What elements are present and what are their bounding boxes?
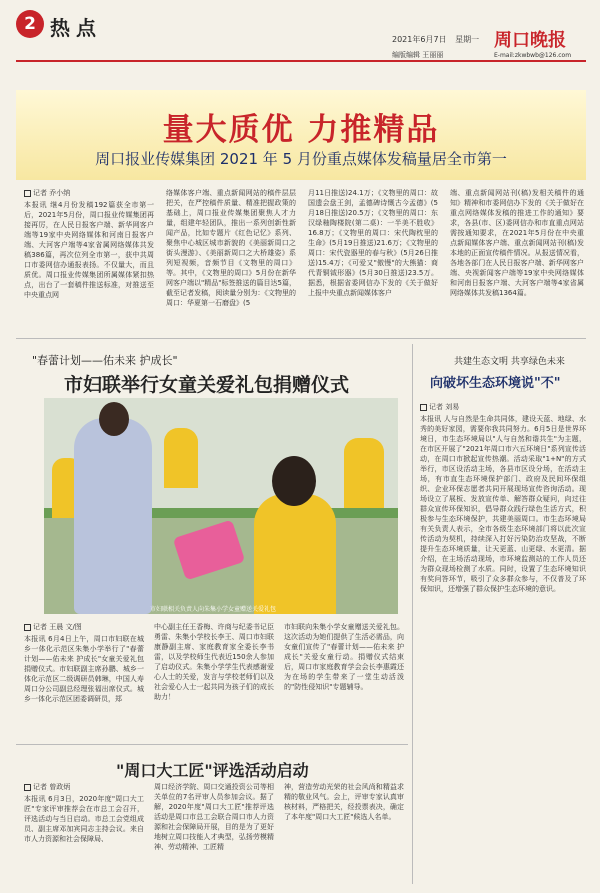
byline-box-icon (420, 404, 427, 411)
story3-headline: "周口大工匠"评选活动启动 (116, 761, 309, 780)
story2-byline: 记者 王晨 文/图 (24, 622, 82, 632)
photo-girl-head (272, 456, 316, 506)
lead-banner (16, 90, 586, 180)
contact-email: E-mail:zkwbwb@126.com (494, 52, 572, 59)
lead-byline: 记者 乔小纳 (24, 188, 70, 198)
lead-column: 本报讯 继4月份发稿192篇获全市第一后，2021年5月份，周口报业传媒集团再接再厉，在人民日报客户端、新华网客户端等19家中央网络媒体和河南日报客户端、大河客户端等4家省属网络媒体共发稿386篇，再次位列全市第一，获中共周口市委网信办通报表扬。不仅量大，而且质优。周口报业传媒集团所属媒体紧扣热点，出台了一套稿件推送标准，对推送至中央重点网 (24, 201, 154, 299)
lead-column: 月11日推送)24.1万；《文物里的周口：故国遗会盘王剑，孟德碑诗慨古今孟德》(5月18日推送)20.5万；《文物里的周口：东汉绿釉陶楼院(第二桌)：一半美不胜收》16.8万；《文物里的周口：宋代陶枕里的生命》(5月19日推送)21.6万；《文物里的周口：宋代瓷器里的春与秋》(5月26日推送)15.4万；《可爱又"傲慢"的大熊猫：商代青铜钺形器》(5月30日推送)23.5万。据悉，根据省委网信办下发的《关于做好上报中央重点新闻媒体客户 (308, 189, 438, 297)
lead-subheadline: 周口报业传媒集团 2021 年 5 月份重点媒体发稿量居全市第一 (95, 150, 507, 168)
column-divider (412, 344, 413, 884)
section-title: 热点 (50, 16, 102, 40)
story4-headline: 向破坏生态环境说"不" (430, 376, 561, 391)
story2-column: 本报讯 6月4日上午，周口市妇联在城乡一体化示范区朱集小学举行了"春蕾计划——佑未来 护成长"女童关爱礼包捐赠仪式。市妇联副主席孙鹏、城乡一体化示范区二级调研员韩琳，中国人寿周口分公司副总经理张福出席仪式。城乡一体化示范区团委调研员，郑 (24, 635, 144, 703)
lead-headline: 量大质优 力推精品 (162, 112, 440, 148)
weekday: 星期一 (455, 35, 480, 44)
header-rule (16, 60, 586, 62)
byline-box-icon (24, 190, 31, 197)
section-divider (16, 744, 408, 745)
section-divider (16, 338, 586, 339)
story2-column: 市妇联向朱集小学女童赠送关爱礼包。这次活动为她们提供了生活必需品，向女童们宣传了"春蕾计划——佑未来 护成长"关爱女童行动。捐赠仪式结束后，周口市家庭教育学会会长李惠霞还为在场的学生带来了一堂生动活泼的"防性侵知识"专题辅导。 (284, 623, 404, 691)
photo-child (164, 428, 198, 488)
date: 2021年6月7日 (392, 35, 447, 44)
byline-box-icon (24, 624, 31, 631)
photo-girl (254, 494, 336, 614)
photo-woman-head (99, 402, 129, 436)
issue-date (392, 34, 485, 45)
story3-column: 神，营造劳动光荣的社会风尚和精益求精的敬业风气。会上，评审专家认真审核材料，严格把关，经投票表决，确定了本年度"周口大工匠"候选人名单。 (284, 783, 404, 821)
story2-kicker: "春蕾计划——佑未来 护成长" (32, 354, 178, 367)
byline-box-icon (24, 784, 31, 791)
photo-woman (74, 418, 152, 614)
event-photo (44, 398, 398, 614)
story4-byline: 记者 刘易 (420, 402, 459, 412)
page-header (0, 0, 600, 62)
lead-column: 络媒体客户端、重点新闻网站的稿件层层把关，在严控稿件质量、精准把握政策的基础上，周口报业传媒集团聚焦人才力量，组建年轻团队，推出一系列创新性新闻产品，比如专题片《红色记忆》系列、聚焦中心城区城市新貌的《美丽新周口之街头漫游》、《美丽新周口之大桥雄姿》系列短视频，音频节目《文物里的周口》等。其中，《文物里的周口》5月份在新华网客户端以"精品"标签推送的篇目达5篇，截至记者发稿，阅读量分别为：《文物里的周口：华夏第一石磨盘》(5 (166, 189, 296, 307)
story3-byline: 记者 曾政炳 (24, 782, 70, 792)
story3-column: 周口经济学院、周口交通投资公司等相关单位的7名评审人员参加会议。据了解，2020年度"周口大工匠"推荐评选活动是周口市总工会联合周口市人力资源和社会保障局开展，目的是为了更好地树立周口技能人才典型，弘扬劳模精神、劳动精神、工匠精 (154, 783, 274, 851)
story3-column: 本报讯 6月3日，2020年度"周口大工匠"专家评审推荐会在市总工会召开，评选活动与当日启动。市总工会党组成员、副主席邓加宾同志主持会议。来自市人力资源和社会保障局、 (24, 795, 144, 843)
page-number-badge: 2 (16, 10, 44, 38)
story2-headline: 市妇联举行女童关爱礼包捐赠仪式 (64, 374, 350, 396)
story2-column: 中心副主任王香梅、许商与纪委书记臣勇雷、朱集小学校长李王、周口市妇联康静副主席、家庭教育家全委长李书雷，以及学校师生代表近150余人参加了启动仪式。朱集小学学生代表感谢爱心人士的关爱，发言与学校老师们以及社会爱心人士一起共同为孩子们的成长助力！ (154, 623, 274, 701)
lead-column: 端、重点新闻网站刊(稿)发相关稿件的通知》精神和市委网信办下发的《关于做好在重点网络媒体发稿的推进工作的通知》要求，各县(市、区)委网信办和市直重点网站需按通知要求，在2021年5月份在中央重点新闻媒体客户端、重点新闻网站刊(稿)发本地的正面宣传稿件情况。从报送情况看，各地各部门在人民日报客户端、新华网客户端、央视新闻客户端等19家中央网络媒体和河南日报客户端、大河客户端等4家省属网络媒体共发稿1364篇。 (450, 189, 584, 297)
story4-kicker: 共建生态文明 共享绿色未来 (454, 357, 565, 367)
editor-credit: 编版编辑 王丽丽 (392, 51, 444, 59)
masthead-logo: 周口晚报 (494, 30, 566, 51)
photo-child (344, 438, 384, 508)
photo-caption: 市妇联相关负责人向朱集小学女童赠送关爱礼包 (150, 606, 277, 613)
story4-column: 本报讯 人与自然是生命共同体，建设天蓝、地绿、水秀的美好家园，需要你我共同努力。6月5日是世界环境日，市生态环境局以"人与自然和谐共生"为主题，在市区开展了"2021年周口市六五环境日"系列宣传活动，在周口市掀起宣传热潮。活动采取"1+N"的方式举行，市区设活动主场，各县市区设分场，在活动主场，有市直生态环境保护部门、政府及民间环保组织、企业环保志愿者共同开展现场宣传咨询活动。现场设立了展板、发放宣传单、解答群众疑问，向过往群众宣传环保知识，倡导群众践行绿色生活方式，积极参与生态环境保护，共建美丽周口。市生态环境局有关负责人表示，全市各级生态环境部门将以此次宣传活动为契机，持续深入打好污染防治攻坚战，不断提升生态环境质量，让天更蓝、山更绿、水更清。据介绍，在主场活动现场，市环境监测站的工作人员还为群众现场检测了水质。同时，设置了生态环境知识有奖问答环节，吸引了众多群众参与，不仅普及了环保知识，还增强了群众保护生态环境的意识。 (420, 415, 586, 593)
